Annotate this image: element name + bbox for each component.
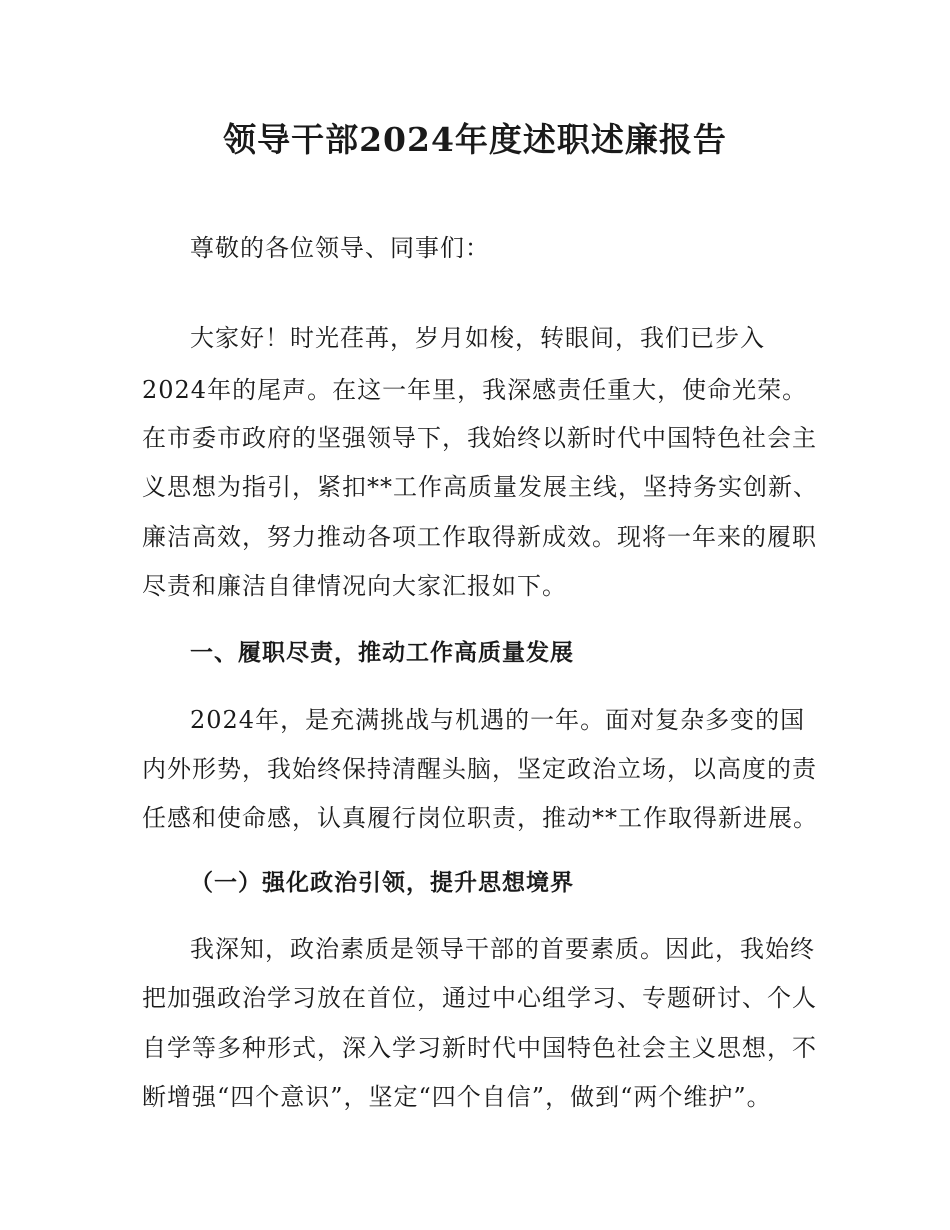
- subsection-1-line-1: 我深知，政治素质是领导干部的首要素质。因此，我始终: [190, 935, 815, 963]
- subsection-1-heading: （一）强化政治引领，提升思想境界: [190, 870, 574, 896]
- intro-line-4: 义思想为指引，紧扣**工作高质量发展主线，坚持务实创新、: [142, 473, 818, 501]
- intro-line-5: 廉洁高效，努力推动各项工作取得新成效。现将一年来的履职: [142, 523, 817, 551]
- document-title: 领导干部2024年度述职述廉报告: [223, 120, 727, 159]
- section-1-heading: 一、履职尽责，推动工作高质量发展: [190, 640, 574, 666]
- intro-line-2: 2024年的尾声。在这一年里，我深感责任重大，使命光荣。: [142, 376, 808, 404]
- section-1-line-3: 任感和使命感，认真履行岗位职责，推动**工作取得新进展。: [142, 804, 818, 832]
- salutation: 尊敬的各位领导、同事们：: [190, 234, 490, 262]
- subsection-1-line-3: 自学等多种形式，深入学习新时代中国特色社会主义思想，不: [142, 1034, 817, 1062]
- intro-line-1: 大家好！时光荏苒，岁月如梭，转眼间，我们已步入: [190, 324, 765, 352]
- section-1-line-2: 内外形势，我始终保持清醒头脑，坚定政治立场，以高度的责: [142, 755, 817, 783]
- subsection-1-line-4: 断增强“四个意识”，坚定“四个自信”，做到“两个维护”。: [142, 1083, 772, 1111]
- intro-line-6: 尽责和廉洁自律情况向大家汇报如下。: [142, 572, 567, 600]
- section-1-line-1: 2024年，是充满挑战与机遇的一年。面对复杂多变的国: [190, 706, 806, 734]
- subsection-1-line-2: 把加强政治学习放在首位，通过中心组学习、专题研讨、个人: [142, 984, 817, 1012]
- intro-line-3: 在市委市政府的坚强领导下，我始终以新时代中国特色社会主: [142, 424, 817, 452]
